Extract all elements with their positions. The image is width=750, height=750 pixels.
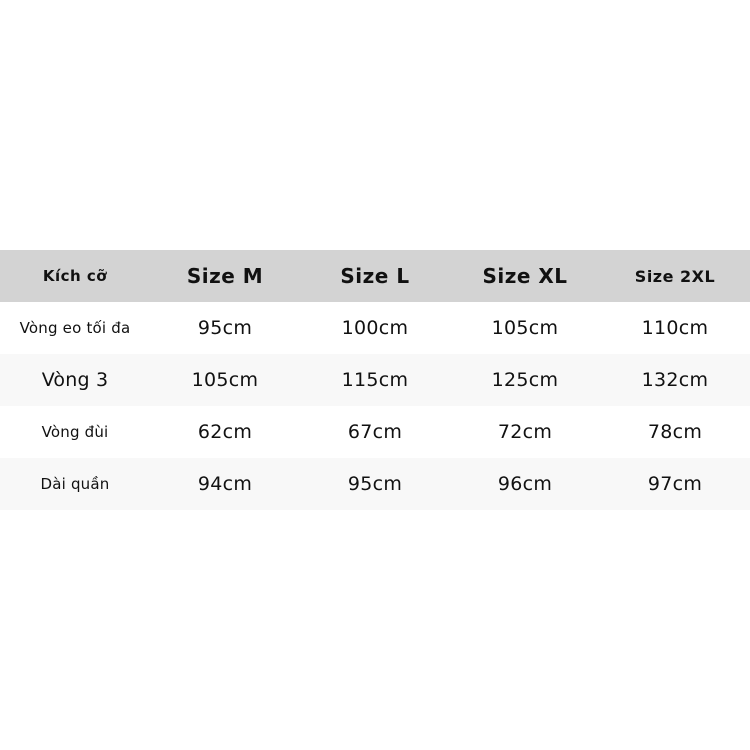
row-label-hip: Vòng 3	[41, 369, 109, 391]
table-cell: 72cm	[497, 421, 553, 443]
table-cell: 67cm	[347, 421, 403, 443]
header-size-xl: Size XL	[482, 264, 568, 288]
table-cell: 115cm	[341, 369, 409, 391]
table-cell: 105cm	[191, 369, 259, 391]
header-row	[0, 250, 750, 302]
row-label-length: Dài quần	[40, 475, 110, 493]
table-cell: 94cm	[197, 473, 253, 495]
table-cell: 62cm	[197, 421, 253, 443]
table-row-length	[0, 458, 750, 510]
table-cell: 78cm	[647, 421, 703, 443]
table-cell: 96cm	[497, 473, 553, 495]
table-row-hip	[0, 354, 750, 406]
size-chart-table	[0, 250, 750, 510]
table-cell: 95cm	[197, 317, 253, 339]
table-cell: 95cm	[347, 473, 403, 495]
header-size-m: Size M	[186, 264, 264, 288]
table-row-thigh	[0, 406, 750, 458]
table-cell: 132cm	[641, 369, 709, 391]
header-size-l: Size L	[340, 264, 410, 288]
header-size-2xl: Size 2XL	[634, 266, 716, 286]
row-label-thigh: Vòng đùi	[41, 423, 109, 441]
table-cell: 125cm	[491, 369, 559, 391]
table-row-waist	[0, 302, 750, 354]
table-cell: 105cm	[491, 317, 559, 339]
header-size-label: Kích cỡ	[42, 267, 108, 285]
table-cell: 100cm	[341, 317, 409, 339]
table-cell: 97cm	[647, 473, 703, 495]
row-label-waist: Vòng eo tối đa	[19, 319, 131, 337]
table-cell: 110cm	[641, 317, 709, 339]
